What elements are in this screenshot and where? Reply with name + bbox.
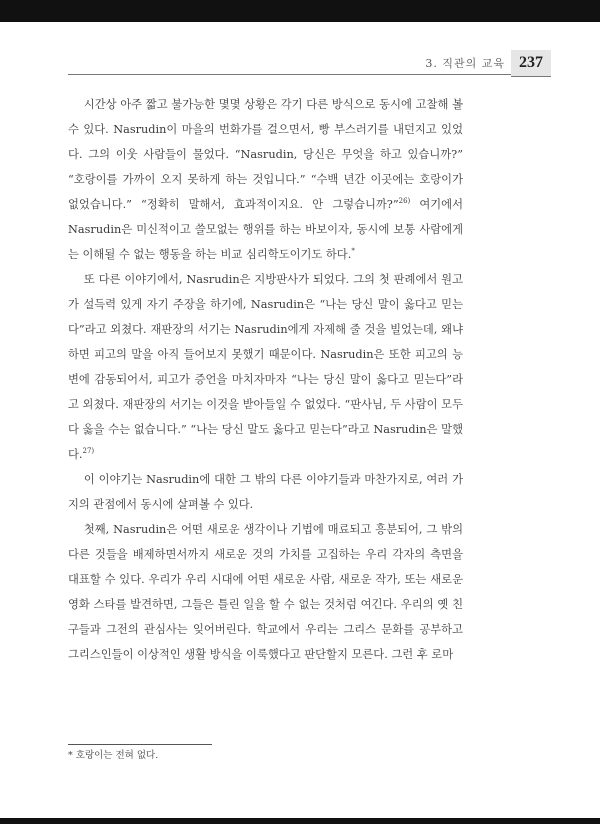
running-title: 3. 직관의 교육	[425, 57, 505, 70]
endnote-ref-27: 27)	[82, 447, 95, 456]
footnote: * 호랑이는 전혀 없다.	[68, 750, 159, 761]
bottom-border-bar	[0, 818, 600, 824]
paragraph-2	[68, 267, 463, 467]
paragraph-1	[68, 92, 463, 267]
running-header	[68, 52, 511, 75]
paragraph-3: 이 이야기는 Nasrudin에 대한 그 밖의 다른 이야기들과 마찬가지로, 여러 가지의 관점에서 동시에 살펴볼 수 있다.	[68, 473, 463, 511]
top-border-bar	[0, 0, 600, 22]
paragraph-1-text-b: 여기에서 Nasrudin은 미신적이고 쓸모없는 행위를 하는 바보이자, 동시에 보통 사람에게는 이해될 수 없는 행동을 하는 비교 심리학도이기도 하다.	[68, 198, 463, 261]
footnote-divider	[68, 744, 212, 745]
endnote-ref-26: 26)	[398, 197, 411, 206]
page-number: 237	[511, 50, 551, 77]
paragraph-2-text: 또 다른 이야기에서, Nasrudin은 지방판사가 되었다. 그의 첫 판례에서 원고가 설득력 있게 자기 주장을 하기에, Nasrudin은 “나는 당신 말이 옳다고 믿는다”라고 외쳤다. 재판장의 서기는 Nasrudin에게 자제해 줄 것을 빌었는데, 왜냐하면 피고의 말을 아직 들어보지 못했기 때문이다. Nasrudin은 또한 피고의 능변에 감동되어서, 피고가 증언을 마치자마자 “나는 당신 말이 옳다고 믿는다”라고 외쳤다. 재판장의 서기는 이것을 받아들일 수 없었다. “판사님, 두 사람이 모두 다 옳을 수는 없습니다.” “나는 당신 말도 옳다고 믿는다”라고 Nasrudin은 말했다.	[68, 273, 463, 461]
body-text	[68, 92, 463, 667]
footnote-marker: *	[351, 247, 355, 256]
paragraph-1-text-a: 시간상 아주 짧고 불가능한 몇몇 상황은 각기 다른 방식으로 동시에 고찰해 볼 수 있다. Nasrudin이 마을의 번화가를 걸으면서, 빵 부스러기를 내던지고 있었다. 그의 이웃 사람들이 물었다. “Nasrudin, 당신은 무엇을 하고 있습니까?” “호랑이를 가까이 오지 못하게 하는 것입니다.” “수백 년간 이곳에는 호랑이가 없었습니다.” “정확히 말해서, 효과적이지요. 안 그렇습니까?”	[68, 98, 463, 211]
paragraph-4: 첫째, Nasrudin은 어떤 새로운 생각이나 기법에 매료되고 흥분되어, 그 밖의 다른 것들을 배제하면서까지 새로운 것의 가치를 고집하는 우리 각자의 측면을 대표할 수 있다. 우리가 우리 시대에 어떤 새로운 사람, 새로운 작가, 또는 새로운 영화 스타를 발견하면, 그들은 틀린 일을 할 수 없는 것처럼 여긴다. 우리의 옛 친구들과 그전의 관심사는 잊어버린다. 학교에서 우리는 그리스 문화를 공부하고 그리스인들이 이상적인 생활 방식을 이룩했다고 판단할지 모른다. 그런 후 로마	[68, 523, 463, 661]
